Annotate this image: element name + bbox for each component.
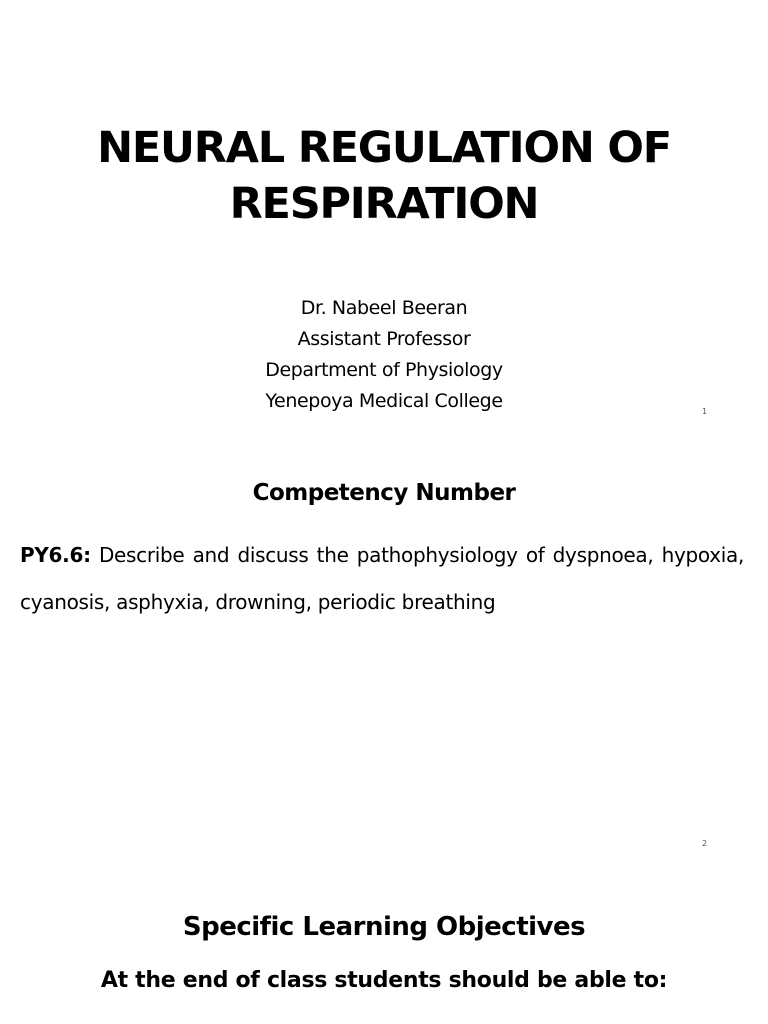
slide-competency (0, 432, 768, 864)
slide-number: 2 (702, 839, 708, 848)
author-block (0, 293, 768, 417)
competency-text (20, 532, 744, 626)
objectives-subheading: At the end of class students should be able to: (100, 968, 668, 993)
competency-heading: Competency Number (252, 480, 516, 506)
slide-number: 1 (702, 407, 708, 416)
slide-objectives (0, 864, 768, 1024)
author-name: Dr. Nabeel Beeran (300, 297, 468, 319)
competency-code: PY6.6: (20, 543, 91, 567)
competency-description: Describe and discuss the pathophysiology of dyspnoea, hypoxia, cyanosis, asphyxia, drowning, periodic breathing (20, 543, 744, 614)
author-institution: Yenepoya Medical College (265, 390, 503, 412)
title-line-1: NEURAL REGULATION OF (97, 123, 671, 173)
objectives-heading: Specific Learning Objectives (182, 912, 586, 942)
author-department: Department of Physiology (265, 359, 503, 381)
presentation-title (0, 120, 768, 232)
title-line-2: RESPIRATION (229, 179, 539, 229)
slide-title (0, 0, 768, 432)
author-position: Assistant Professor (297, 328, 471, 350)
